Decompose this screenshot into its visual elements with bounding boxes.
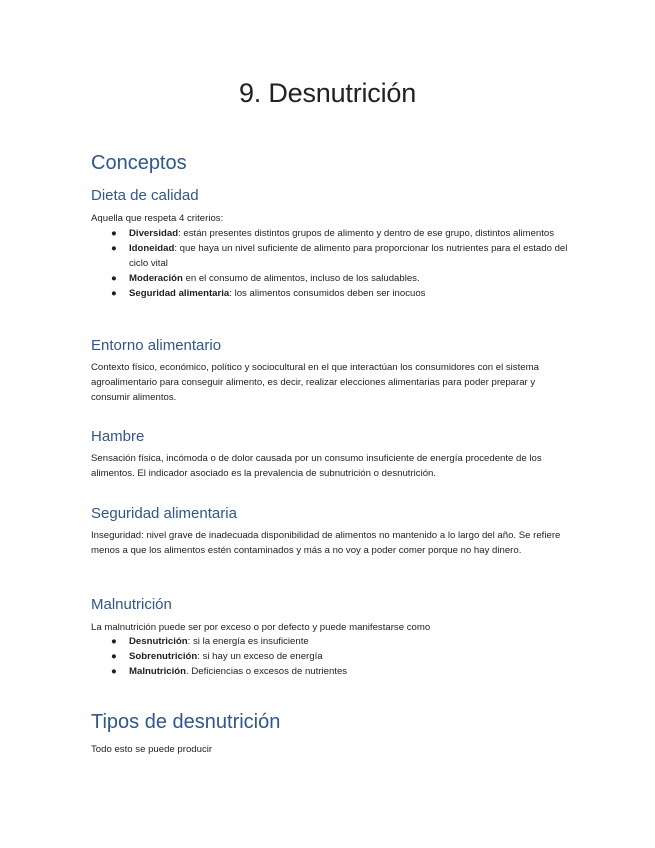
- item-text: : los alimentos consumidos deben ser inocuos: [229, 288, 426, 299]
- item-term: Sobrenutrición: [129, 651, 198, 662]
- heading-tipos-de-desnutricion: Tipos de desnutrición: [91, 711, 281, 733]
- dieta-criteria-list: [91, 226, 571, 301]
- bullet-icon: ●: [111, 228, 117, 239]
- bullet-icon: ●: [111, 273, 117, 284]
- list-item: [91, 664, 571, 679]
- dieta-intro: Aquella que respeta 4 criterios:: [91, 213, 224, 224]
- bullet-icon: ●: [111, 666, 117, 677]
- item-text: . Deficiencias o excesos de nutrientes: [186, 666, 348, 677]
- page-title: 9. Desnutrición: [238, 78, 417, 108]
- hambre-text: Sensación física, incómoda o de dolor causada por un consumo insuficiente de energía procedente de los alimentos. El indicador asociado es la prevalencia de subnutrición o desnutrición.: [91, 453, 542, 479]
- heading-conceptos: Conceptos: [91, 152, 187, 174]
- item-text: : que haya un nivel suficiente de alimento para proporcionar los nutrientes para el estado del ciclo vital: [129, 243, 568, 269]
- bullet-icon: ●: [111, 651, 117, 662]
- seguridad-text: Inseguridad: nivel grave de inadecuada disponibilidad de alimentos no mantenido a lo largo del año. Se refiere menos a que los alimentos estén contaminados y más a no voy a poder comer porque no hay dinero.: [91, 530, 561, 556]
- malnutricion-intro: La malnutrición puede ser por exceso o por defecto y puede manifestarse como: [91, 622, 431, 633]
- list-item: [91, 286, 571, 301]
- malnutricion-list: [91, 634, 571, 679]
- tipos-text: Todo esto se puede producir: [91, 744, 213, 755]
- heading-entorno-alimentario: Entorno alimentario: [91, 337, 222, 354]
- item-term: Desnutrición: [129, 636, 188, 647]
- bullet-icon: ●: [111, 243, 117, 254]
- item-term: Malnutrición: [129, 666, 187, 677]
- heading-dieta-de-calidad: Dieta de calidad: [91, 187, 199, 204]
- bullet-icon: ●: [111, 288, 117, 299]
- list-item: [91, 241, 571, 271]
- list-item: [91, 649, 571, 664]
- item-text: : si hay un exceso de energía: [197, 651, 323, 662]
- item-term: Moderación: [129, 273, 183, 284]
- bullet-icon: ●: [111, 636, 117, 647]
- heading-malnutricion: Malnutrición: [91, 596, 172, 613]
- list-item: [91, 634, 571, 649]
- item-text: : están presentes distintos grupos de alimento y dentro de ese grupo, distintos alimentos: [178, 228, 555, 239]
- item-term: Seguridad alimentaria: [129, 288, 230, 299]
- list-item: [91, 271, 571, 286]
- list-item: [91, 226, 571, 241]
- item-text: en el consumo de alimentos, incluso de los saludables.: [182, 273, 420, 284]
- item-term: Diversidad: [129, 228, 179, 239]
- item-term: Idoneidad: [129, 243, 175, 254]
- item-text: : si la energía es insuficiente: [187, 636, 309, 647]
- heading-seguridad-alimentaria: Seguridad alimentaria: [91, 505, 237, 522]
- entorno-text: Contexto físico, económico, político y sociocultural en el que interactúan los consumidores con el sistema agroalimentario para conseguir alimento, es decir, realizar elecciones alimentarias para poder preparar y consumir alimentos.: [91, 362, 539, 403]
- heading-hambre: Hambre: [91, 428, 145, 445]
